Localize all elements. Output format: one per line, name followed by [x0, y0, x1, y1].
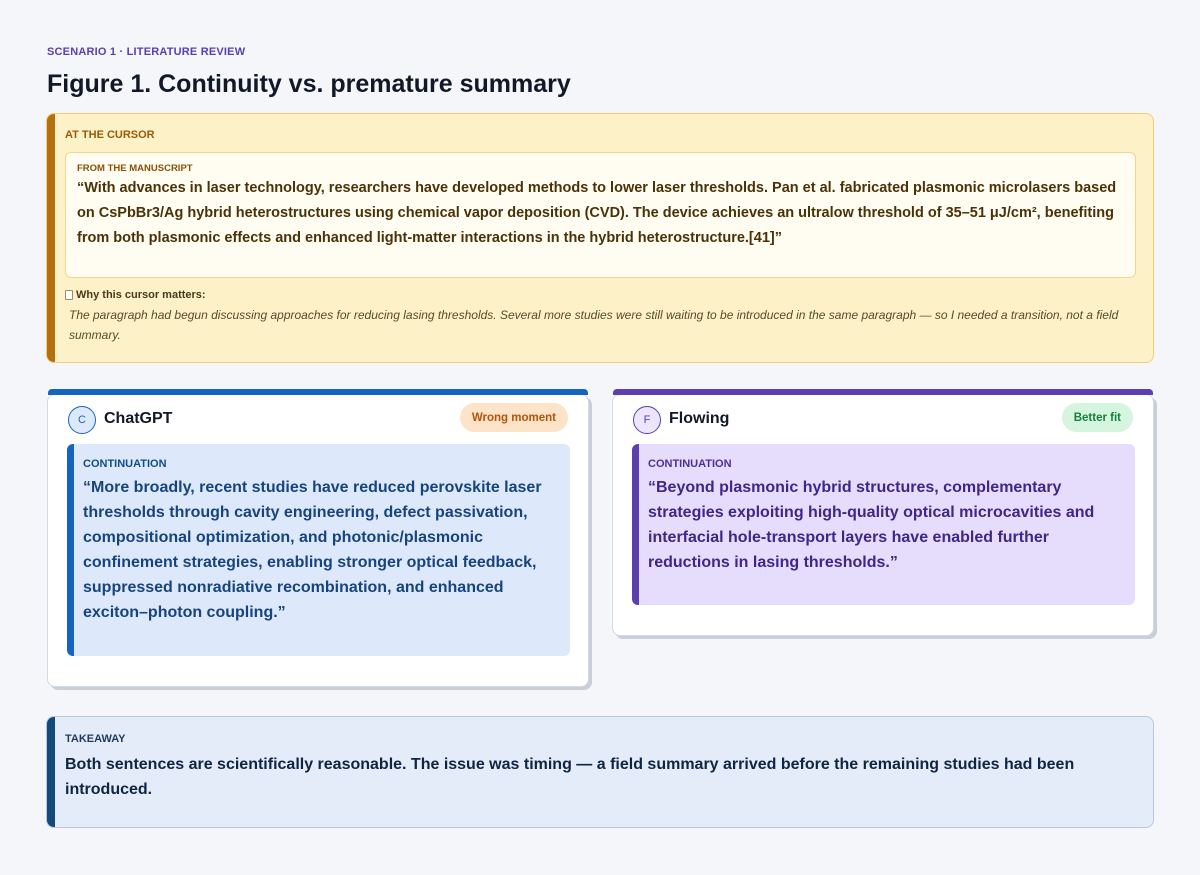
why-title: Why this cursor matters: [76, 289, 206, 301]
chatgpt-continuation-box [67, 444, 570, 656]
takeaway-panel [46, 716, 1154, 828]
cursor-accent-bar [47, 114, 55, 362]
chatgpt-continuation-bar [67, 444, 74, 656]
flowing-continuation-label: CONTINUATION [648, 458, 732, 470]
flowing-top-bar [613, 389, 1153, 395]
why-text: The paragraph had begun discussing approaches for reducing lasing thresholds. Several more studies were still waiting to be introduced in the same paragraph — so I needed a transition, not a field summary. [69, 308, 1119, 342]
manuscript-box [65, 152, 1136, 278]
better-fit-badge: Better fit [1062, 403, 1133, 432]
chatgpt-name: ChatGPT [104, 410, 173, 427]
flowing-card [612, 394, 1154, 636]
takeaway-label: TAKEAWAY [65, 733, 126, 745]
flowing-avatar: F [633, 406, 661, 434]
takeaway-text: Both sentences are scientifically reasonable. The issue was timing — a field summary arrived before the remaining studies had been introduced. [65, 756, 1075, 798]
chatgpt-continuation-label: CONTINUATION [83, 458, 167, 470]
manuscript-label: FROM THE MANUSCRIPT [77, 163, 193, 174]
cursor-panel [46, 113, 1154, 363]
note-icon [65, 290, 73, 300]
chatgpt-card [47, 394, 589, 687]
wrong-moment-badge: Wrong moment [460, 403, 568, 432]
takeaway-accent-bar [47, 717, 55, 827]
flowing-continuation-box [632, 444, 1135, 605]
flowing-name: Flowing [669, 410, 730, 427]
chatgpt-top-bar [48, 389, 588, 395]
manuscript-quote: “With advances in laser technology, researchers have developed methods to lower laser thresholds. Pan et al. fabricated plasmonic microlasers based on CsPbBr3/Ag hybrid heterostructures using chemical vapor deposition (CVD). The device achieves an ultralow threshold of 35–51 μJ/cm², benefiting from both plasmonic effects and enhanced light-matter interactions in the hybrid heterostructure.[41]” [77, 180, 1117, 246]
cursor-label: AT THE CURSOR [65, 129, 155, 141]
flowing-continuation-bar [632, 444, 639, 605]
chatgpt-continuation-text: “More broadly, recent studies have reduced perovskite laser thresholds through cavity engineering, defect passivation, compositional optimization, and photonic/plasmonic confinement strategies, enabling stronger optical feedback, suppressed nonradiative recombination, and enhanced exciton–photon coupling.” [83, 479, 542, 621]
chatgpt-avatar: C [68, 406, 96, 434]
figure-title: Figure 1. Continuity vs. premature summary [47, 70, 571, 98]
flowing-continuation-text: “Beyond plasmonic hybrid structures, complementary strategies exploiting high-quality optical microcavities and interfacial hole-transport layers have enabled further reductions in lasing thresholds.” [648, 479, 1095, 571]
why-heading [65, 289, 206, 301]
scenario-eyebrow: SCENARIO 1 · LITERATURE REVIEW [47, 46, 246, 58]
